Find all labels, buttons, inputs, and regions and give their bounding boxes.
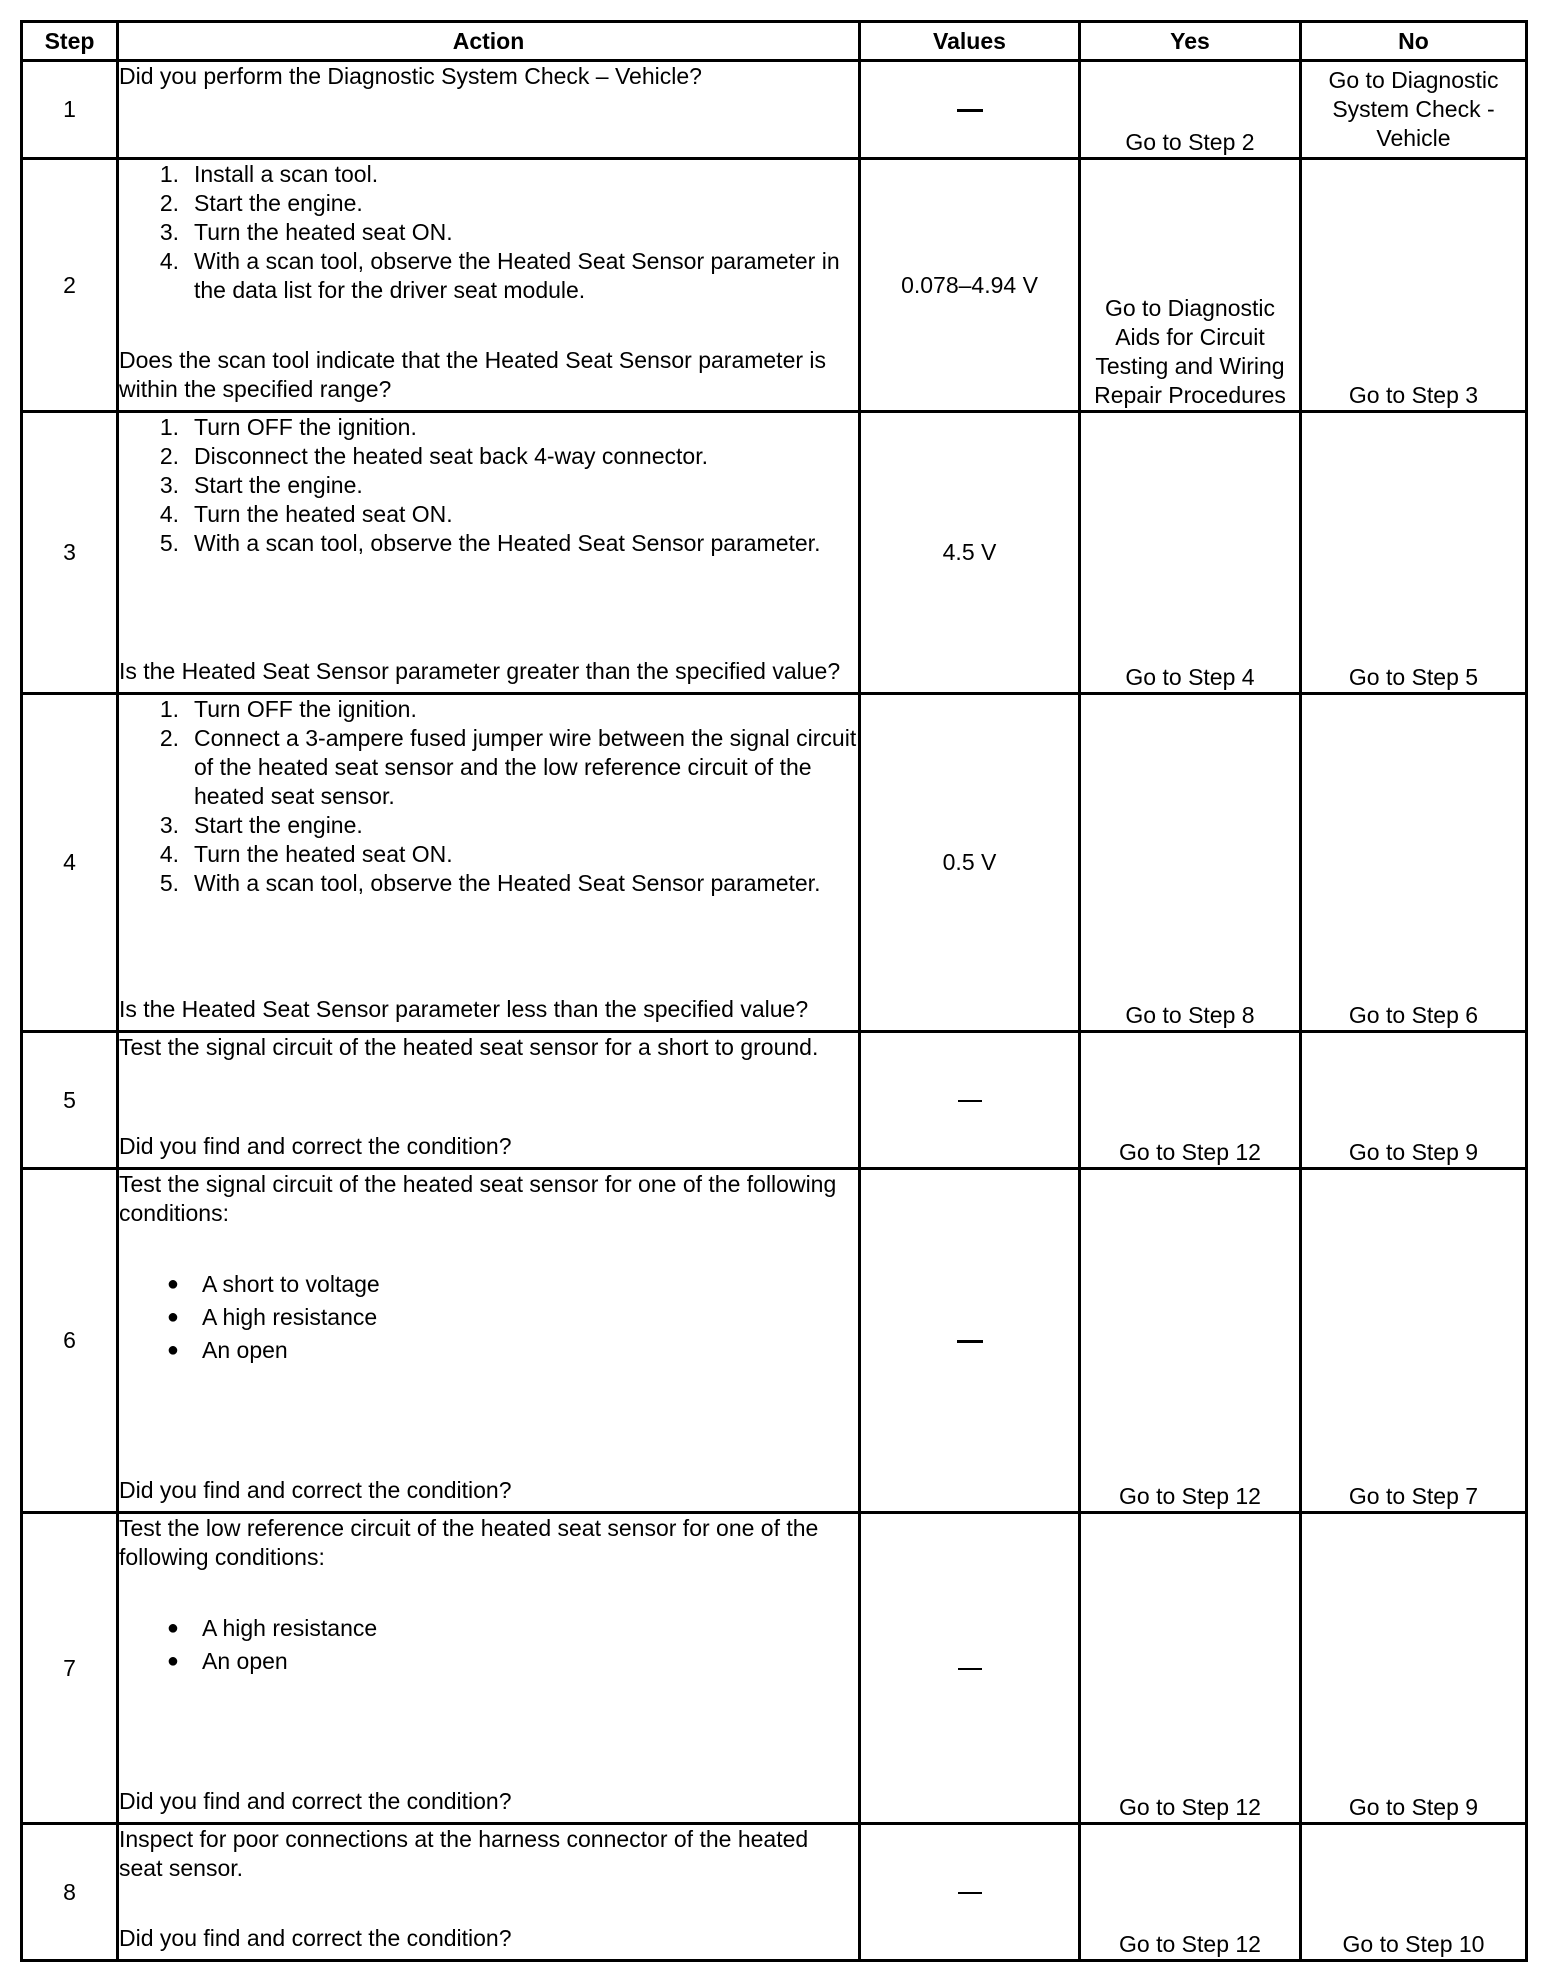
header-yes: Yes [1080,22,1301,61]
condition-list [119,1612,858,1678]
list-item: 2. Start the engine. [159,190,363,216]
step-number: 8 [22,1824,118,1961]
list-item: ● A high resistance [166,1304,378,1330]
step-number: 3 [22,412,118,694]
list-item: 5. With a scan tool, observe the Heated Seat Sensor parameter. [159,870,821,896]
step-number: 6 [22,1169,118,1513]
action-question: Did you find and correct the condition? [119,1133,512,1159]
action-question: Is the Heated Seat Sensor parameter less than the specified value? [119,996,809,1022]
step-number: 2 [22,159,118,412]
yes-cell: Go to Step 8 [1080,694,1301,1032]
table-row [22,1513,1527,1824]
em-dash [958,1668,982,1670]
action-cell [118,1032,860,1169]
list-item: 4. Turn the heated seat ON. [159,841,453,867]
table-row [22,61,1527,159]
no-cell: Go to Step 9 [1301,1513,1527,1824]
list-item: ● A short to voltage [166,1271,380,1297]
table-row [22,1824,1527,1961]
value-cell [860,1032,1080,1169]
list-item: 1. Turn OFF the ignition. [159,414,417,440]
action-cell [118,1169,860,1513]
em-dash [957,109,983,112]
yes-cell: Go to Step 12 [1080,1513,1301,1824]
step-number: 4 [22,694,118,1032]
no-cell: Go to Step 7 [1301,1169,1527,1513]
action-question: Does the scan tool indicate that the Heated Seat Sensor parameter is within the specified range? [119,347,827,402]
header-step: Step [22,22,118,61]
list-item: ● An open [166,1648,288,1674]
list-item: 5. With a scan tool, observe the Heated Seat Sensor parameter. [159,530,821,556]
no-cell: Go to Diagnostic System Check - Vehicle [1301,61,1527,159]
yes-cell: Go to Step 4 [1080,412,1301,694]
action-cell [118,61,860,159]
value-cell: 0.5 V [860,694,1080,1032]
list-item: 1. Turn OFF the ignition. [159,696,417,722]
action-cell [118,1824,860,1961]
list-item: 1. Install a scan tool. [159,161,379,187]
table-row [22,1169,1527,1513]
no-cell: Go to Step 6 [1301,694,1527,1032]
step-number: 7 [22,1513,118,1824]
yes-cell: Go to Step 12 [1080,1169,1301,1513]
action-steps [119,695,858,898]
header-row [22,22,1527,61]
action-question: Did you find and correct the condition? [119,1477,512,1503]
list-item: 3. Turn the heated seat ON. [159,219,453,245]
no-cell: Go to Step 5 [1301,412,1527,694]
em-dash [958,1100,982,1102]
action-intro: Test the signal circuit of the heated seat sensor for one of the following conditions: [119,1171,837,1226]
list-item: 2. Connect a 3-ampere fused jumper wire between the signal circuit of the heated seat sensor and the low reference circuit of the heated seat sensor. [159,725,857,809]
header-action: Action [118,22,860,61]
list-item: 4. With a scan tool, observe the Heated Seat Sensor parameter in the data list for the driver seat module. [159,248,840,303]
action-cell [118,159,860,412]
list-item: 4. Turn the heated seat ON. [159,501,453,527]
value-cell [860,61,1080,159]
yes-cell: Go to Step 12 [1080,1824,1301,1961]
action-cell [118,412,860,694]
value-cell: 4.5 V [860,412,1080,694]
list-item: 3. Start the engine. [159,472,363,498]
action-intro: Inspect for poor connections at the harness connector of the heated seat sensor. [119,1826,809,1881]
table-row [22,159,1527,412]
header-no: No [1301,22,1527,61]
yes-cell: Go to Step 12 [1080,1032,1301,1169]
list-item: ● An open [166,1337,288,1363]
value-cell [860,1513,1080,1824]
no-cell: Go to Step 3 [1301,159,1527,412]
condition-list [119,1268,858,1367]
list-item: ● A high resistance [166,1615,378,1641]
action-steps [119,413,858,558]
yes-cell: Go to Step 2 [1080,61,1301,159]
action-cell [118,1513,860,1824]
table-row [22,412,1527,694]
value-cell: 0.078–4.94 V [860,159,1080,412]
em-dash [957,1340,983,1343]
list-item: 3. Start the engine. [159,812,363,838]
table-row [22,1032,1527,1169]
yes-cell: Go to Diagnostic Aids for Circuit Testing and Wiring Repair Procedures [1080,159,1301,412]
action-question: Did you find and correct the condition? [119,1925,512,1951]
em-dash [958,1892,982,1894]
step-number: 1 [22,61,118,159]
action-question: Is the Heated Seat Sensor parameter greater than the specified value? [119,658,841,684]
diagnostic-table [20,20,1528,1962]
table-row [22,694,1527,1032]
action-cell [118,694,860,1032]
action-intro: Did you perform the Diagnostic System Check – Vehicle? [119,63,702,89]
action-steps [119,160,858,305]
no-cell: Go to Step 10 [1301,1824,1527,1961]
header-values: Values [860,22,1080,61]
action-question: Did you find and correct the condition? [119,1788,512,1814]
list-item: 2. Disconnect the heated seat back 4-way connector. [159,443,708,469]
no-cell: Go to Step 9 [1301,1032,1527,1169]
action-intro: Test the low reference circuit of the heated seat sensor for one of the following conditions: [119,1515,819,1570]
step-number: 5 [22,1032,118,1169]
action-intro: Test the signal circuit of the heated seat sensor for a short to ground. [119,1034,819,1060]
value-cell [860,1824,1080,1961]
value-cell [860,1169,1080,1513]
